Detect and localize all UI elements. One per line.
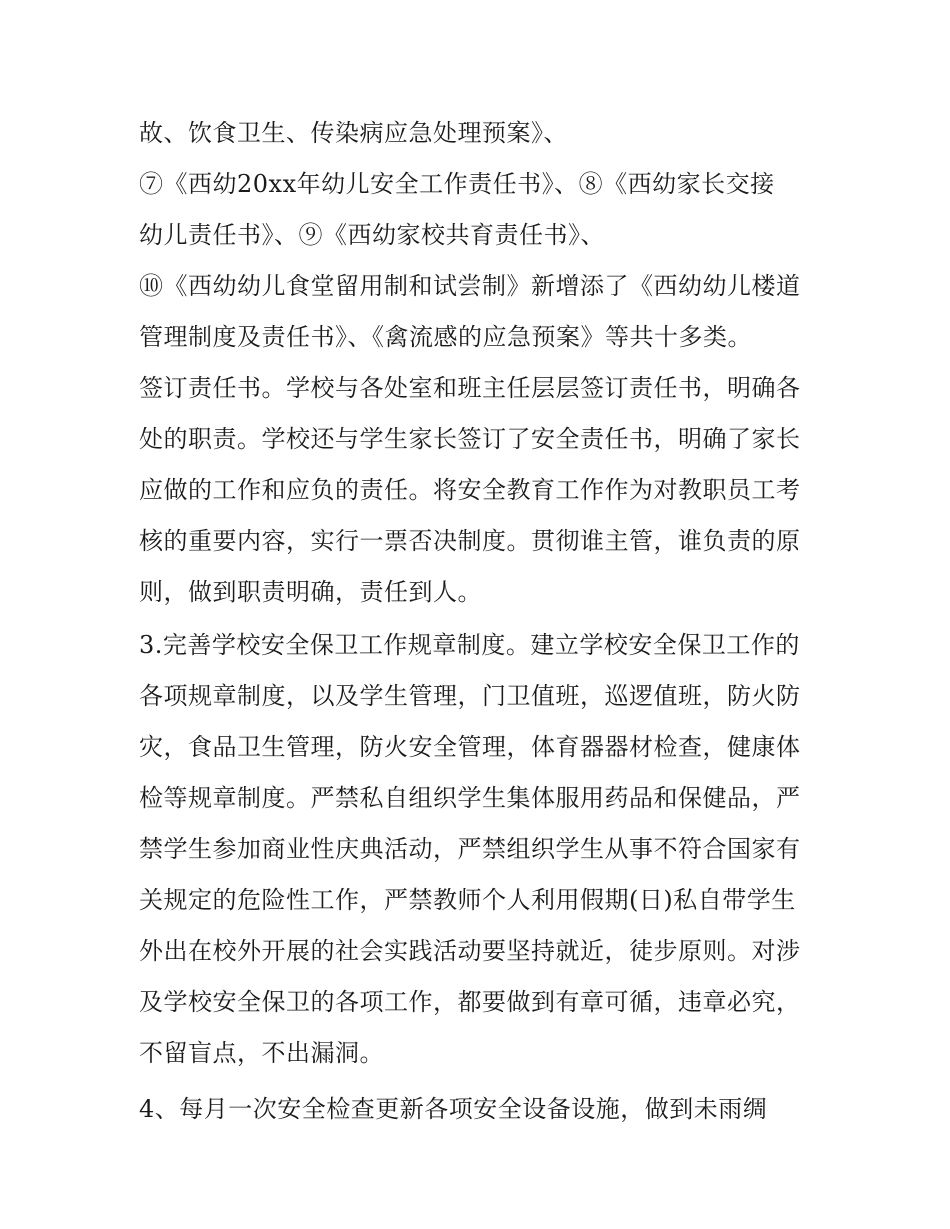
text-line: 检等规章制度。严禁私自组织学生集体服用药品和保健品，严 xyxy=(139,784,801,812)
text-line: 灾，食品卫生管理，防火安全管理，体育器器材检查，健康体 xyxy=(139,733,801,761)
text-line: 禁学生参加商业性庆典活动，严禁组织学生从事不符合国家有 xyxy=(139,835,801,863)
text-line: 签订责任书。学校与各处室和班主任层层签订责任书，明确各 xyxy=(139,374,801,402)
text-line: 3.完善学校安全保卫工作规章制度。建立学校安全保卫工作的 xyxy=(139,631,800,659)
text-line: ⑩《西幼幼儿食堂留用制和试尝制》新增添了《西幼幼儿楼道 xyxy=(139,272,801,300)
text-line: 则，做到职责明确，责任到人。 xyxy=(139,578,482,606)
text-line: 处的职责。学校还与学生家长签订了安全责任书，明确了家长 xyxy=(139,425,801,453)
text-line: 不留盲点，不出漏洞。 xyxy=(139,1039,384,1067)
text-line: 应做的工作和应负的责任。将安全教育工作作为对教职员工考 xyxy=(139,476,801,504)
text-line: 4、每月一次安全检查更新各项安全设备设施，做到未雨绸 xyxy=(139,1095,768,1123)
text-line: 及学校安全保卫的各项工作，都要做到有章可循，违章必究， xyxy=(139,988,801,1016)
text-line: 故、饮食卫生、传染病应急处理预案》、 xyxy=(139,119,568,147)
text-line: 外出在校外开展的社会实践活动要坚持就近，徒步原则。对涉 xyxy=(139,937,801,965)
text-line: 核的重要内容，实行一票否决制度。贯彻谁主管，谁负责的原 xyxy=(139,527,801,555)
document-body xyxy=(139,108,819,1135)
text-line: 幼儿责任书》、⑨《西幼家校共育责任书》、 xyxy=(139,221,605,249)
text-line: 各项规章制度，以及学生管理，门卫值班，巡逻值班，防火防 xyxy=(139,682,801,710)
text-line: 关规定的危险性工作，严禁教师个人利用假期(日)私自带学生 xyxy=(139,886,796,914)
text-line: ⑦《西幼20xx年幼儿安全工作责任书》、⑧《西幼家长交接 xyxy=(139,170,775,198)
text-line: 管理制度及责任书》、《禽流感的应急预案》等共十多类。 xyxy=(139,323,752,351)
